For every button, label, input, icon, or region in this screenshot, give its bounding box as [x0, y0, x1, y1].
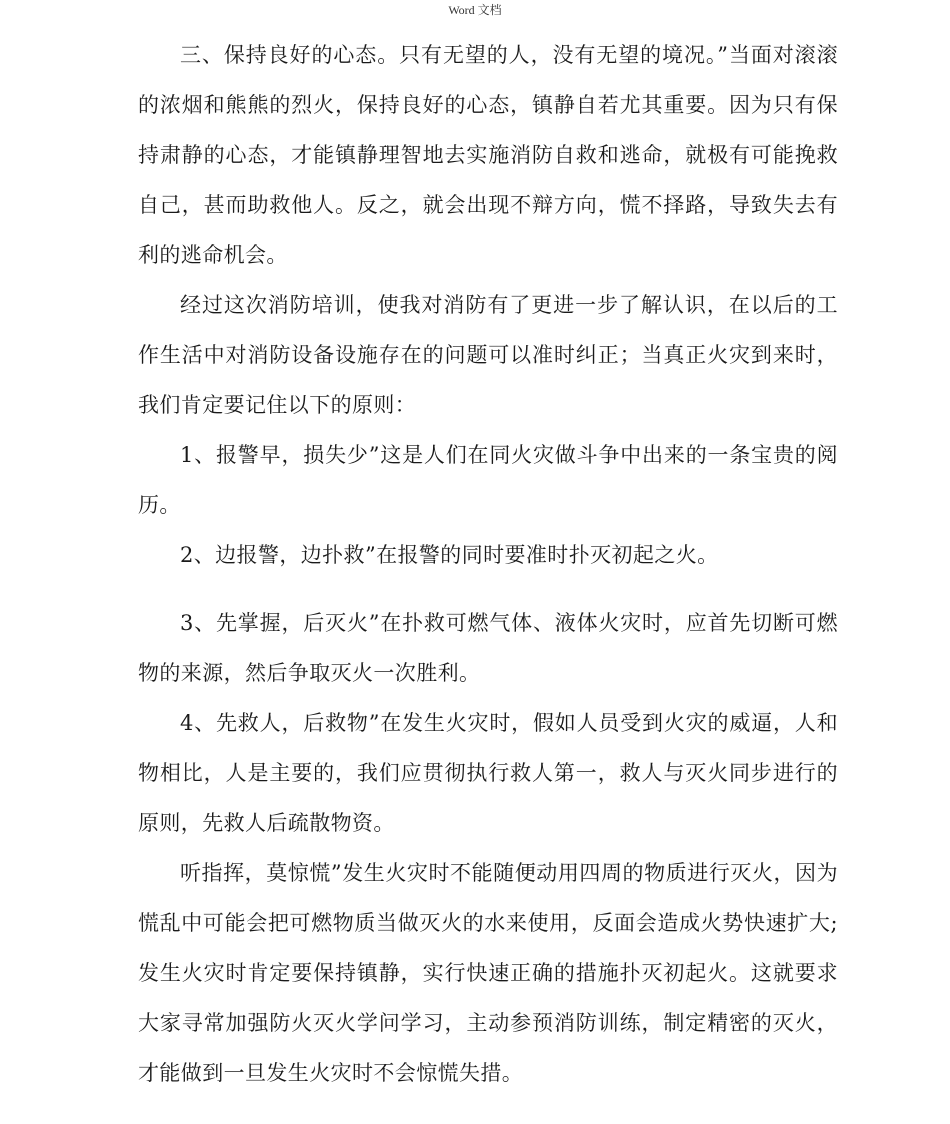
paragraph-principle-1: 1、报警早，损失少”这是人们在同火灾做斗争中出来的一条宝贵的阅历。 — [138, 443, 838, 517]
paragraph-training-summary: 经过这次消防培训，使我对消防有了更进一步了解认识，在以后的工作生活中对消防设备设施存在的问题可以准时纠正；当真正火灾到来时，我们肯定要记住以下的原则： — [138, 293, 838, 417]
paragraph-principle-4: 4、先救人，后救物”在发生火灾时，假如人员受到火灾的威逼，人和物相比，人是主要的，我们应贯彻执行救人第一，救人与灭火同步进行的原则，先救人后疏散物资。 — [138, 711, 838, 835]
page-header: Word 文档 — [448, 3, 502, 17]
paragraph-principle-2: 2、边报警，边扑救”在报警的同时要准时扑灭初起之火。 — [180, 543, 719, 567]
paragraph-principle-5: 听指挥，莫惊慌”发生火灾时不能随便动用四周的物质进行灭火，因为慌乱中可能会把可燃物质当做灭火的水来使用，反面会造成火势快速扩大;发生火灾时肯定要保持镇静，实行快速正确的措施扑灭初起火。这就要求大家寻常加强防火灭火学问学习，主动参预消防训练，制定精密的灭火，才能做到一旦发生火灾时不会惊慌失措。 — [138, 861, 838, 1085]
paragraph-mindset: 三、保持良好的心态。只有无望的人，没有无望的境况。”当面对滚滚的浓烟和熊熊的烈火，保持良好的心态，镇静自若尤其重要。因为只有保持肃静的心态，才能镇静理智地去实施消防自救和逃命，就极有可能挽救自己，甚而助救他人。反之，就会出现不辩方向，慌不择路，导致失去有利的逃命机会。 — [138, 43, 838, 267]
paragraph-principle-3: 3、先掌握，后灭火”在扑救可燃气体、液体火灾时，应首先切断可燃物的来源，然后争取灭火一次胜利。 — [138, 611, 838, 685]
document-body — [138, 30, 838, 1098]
